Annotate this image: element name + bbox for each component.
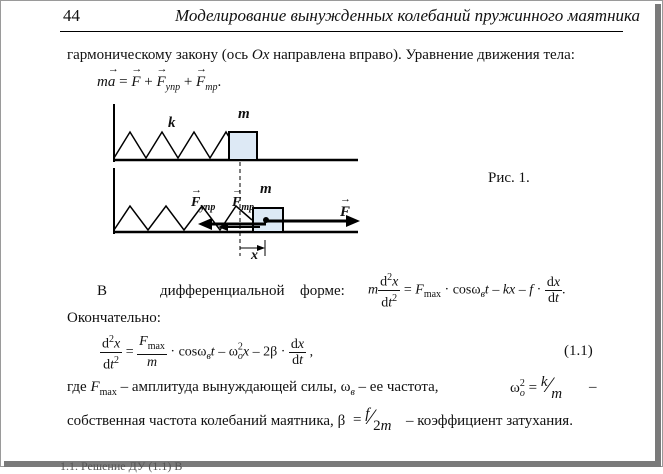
legend-where: где (67, 379, 91, 395)
top-spring (114, 132, 229, 158)
equation-number: (1.1) (564, 343, 593, 359)
f-letter: → F (340, 204, 350, 221)
restoring-force-head (198, 218, 212, 230)
eq-sub-upr: упр (165, 82, 181, 93)
intro-line (67, 47, 575, 64)
next-line-cutoff: 1.1. Решение ДУ (1.1) В (60, 459, 183, 473)
final-label: Окончательно: (67, 310, 161, 326)
eq-equals: = (115, 74, 132, 90)
legend-sub-v: в (350, 387, 355, 398)
diff-lead-end: форме: (300, 283, 345, 299)
eq-end: . (217, 74, 222, 90)
eq-accel: → a (108, 74, 116, 91)
applied-force-label (340, 204, 350, 221)
header-rule (60, 31, 623, 32)
page-number: 44 (63, 6, 80, 25)
legend-max: max (99, 387, 117, 398)
legend-omega: ω (340, 379, 351, 395)
top-mass-label: m (238, 106, 250, 122)
legend-text-1: – амплитуда вынуждающей силы, (116, 379, 341, 395)
natural-freq-def: $\omega^2_о$ = k⁄m (510, 372, 563, 402)
f-tr-sub: тр (241, 201, 255, 213)
eq-plus-1: + (140, 74, 157, 90)
restoring-force-label (191, 195, 215, 213)
eq-plus-2: + (180, 74, 197, 90)
figure-caption: Рис. 1. (488, 170, 530, 186)
final-equation: $\frac{d^2x}{dt^2}$ = $\frac{F_{max}}{m}$ · $\cos\omega_вt - \omega^2_оx - 2\beta$ · $\frac{dx}{dt}$ , (102, 334, 314, 373)
x-arrow-head (257, 245, 265, 251)
legend-dash: – (589, 379, 597, 395)
diff-equation: m $\frac{d^2x}{dt^2}$ = $F_{max} \cdot \cos\omega_вt$ – kx – f · $\frac{dx}{dt}$ . (368, 272, 566, 311)
legend-text-4: – коэффициент затухания. (406, 413, 573, 429)
eq-force-tr: → F (196, 74, 205, 91)
eq-force: → F (131, 74, 140, 91)
intro-text-after: направлена вправо). Уравнение движения тела: (269, 47, 575, 63)
intro-axis: Ox (251, 47, 270, 63)
eq-mass: m (97, 74, 108, 90)
damping-def: = f⁄2m (353, 404, 392, 434)
bottom-mass-label: m (260, 181, 272, 197)
f-upr-sub: упр (200, 201, 216, 213)
legend-beta: β (337, 413, 346, 429)
legend-text-3: собственная частота колебаний маятника, (67, 413, 338, 429)
friction-force-label (232, 195, 254, 213)
legend-f: F (90, 379, 100, 395)
eq-force-upr: → F (156, 74, 165, 91)
motion-equation (97, 74, 221, 93)
running-title: Моделирование вынужденных колебаний пружинного маятника (175, 6, 641, 25)
displacement-label: x (251, 248, 258, 263)
legend-text-2: – ее частота, (354, 379, 439, 395)
f-upr-letter: → F (191, 195, 200, 211)
f-tr-letter: → F (232, 195, 241, 211)
diff-lead-b: В (97, 283, 108, 299)
intro-text-before: гармоническому закону (ось (67, 47, 252, 63)
eq-sub-tr: тр (205, 82, 218, 93)
diff-lead-mid: дифференциальной (160, 283, 285, 299)
spring-constant-label: k (168, 115, 176, 131)
page-shadow-right (655, 4, 661, 467)
legend-line-1 (67, 379, 439, 398)
top-mass (229, 132, 257, 160)
legend-line-2 (67, 413, 345, 430)
